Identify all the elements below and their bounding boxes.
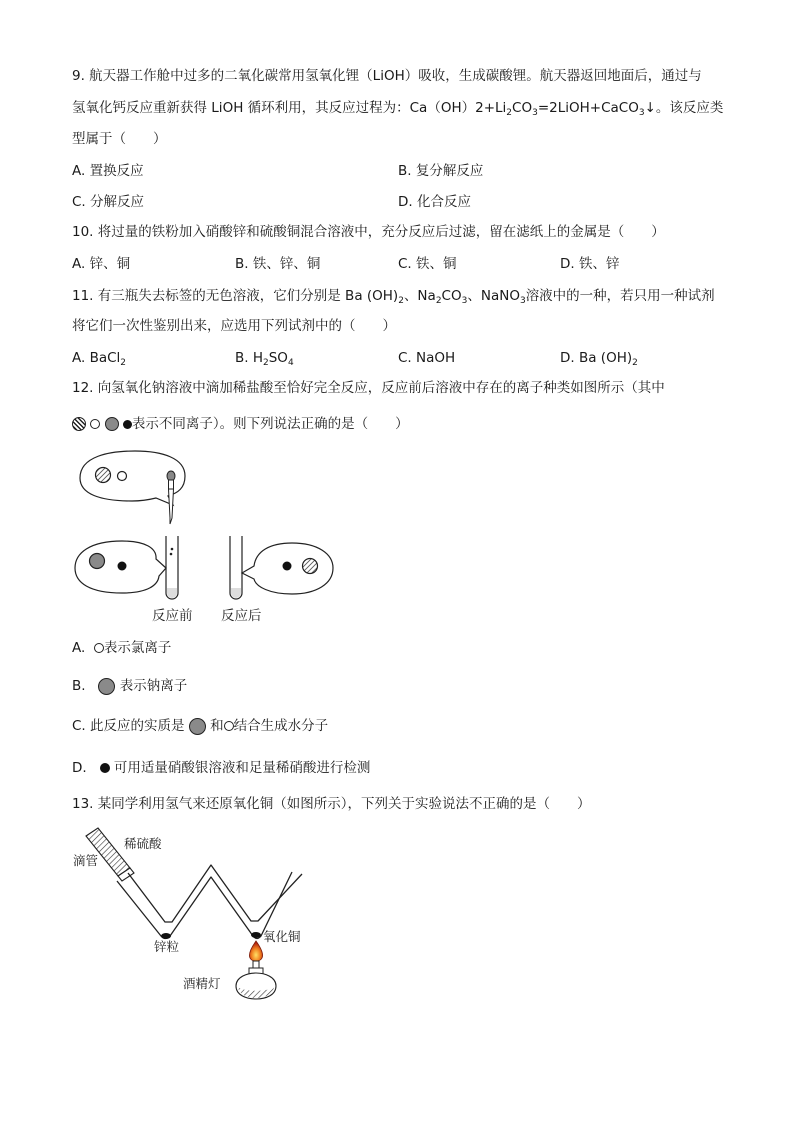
label-before-reaction: 反应前 <box>152 608 193 624</box>
black-ion-icon <box>123 420 132 429</box>
open-ion-icon <box>90 419 100 429</box>
q9-option-b: B. 复分解反应 <box>398 163 484 179</box>
q11-option-b: B. $H_2SO_4$ <box>235 350 294 368</box>
q10-stem: 10. 将过量的铁粉加入硝酸锌和硫酸铜混合溶液中，充分反应后过滤，留在滤纸上的金属是（ ） <box>72 224 665 240</box>
flame-icon <box>249 941 262 961</box>
q12-option-a: A. 表示氯离子 <box>72 640 172 656</box>
open-ion-icon <box>94 643 104 653</box>
q11-stem-line1: 11. 有三瓶失去标签的无色溶液，它们分别是 Ba $(OH)_2$、$Na_2CO_3$、NaNO$_3$溶液中的一种，若只用一种试剂 <box>72 288 715 306</box>
q9-stem-line2: 氢氧化钙反应重新获得 LiOH 循环利用，其反应过程为：$Ca(OH)2+Li_2CO_3=2LiOH+CaCO_3↓$。该反应类 <box>72 100 724 118</box>
q13-stem: 13. 某同学利用氢气来还原氧化铜（如图所示），下列关于实验说法不正确的是（ ） <box>72 796 591 812</box>
q11-option-a: A. BaCl$_2$ <box>72 350 127 368</box>
q12-option-d: D. 可用适量硝酸银溶液和足量稀硝酸进行检测 <box>72 760 371 776</box>
grey-ion-icon <box>98 678 115 695</box>
q9-option-c: C. 分解反应 <box>72 194 145 210</box>
q9-stem-line1: 9. 航天器工作舱中过多的二氧化碳常用氢氧化锂（LiOH）吸收，生成碳酸锂。航天器返回地面后，通过与 <box>72 68 702 84</box>
before-reaction-bubble <box>75 541 166 593</box>
test-tube-after <box>230 536 242 599</box>
q12-stem-line1: 12. 向氢氧化钠溶液中滴加稀盐酸至恰好完全反应，反应前后溶液中存在的离子种类如图所示（其中 <box>72 380 665 396</box>
label-copper-oxide: 氧化铜 <box>263 929 301 944</box>
q11-option-c: C. NaOH <box>398 350 456 366</box>
grey-ion-icon <box>105 417 119 431</box>
q12-stem-line2: 表示不同离子）。则下列说法正确的是（ ） <box>72 414 409 434</box>
q11-stem-line2: 将它们一次性鉴别出来，应选用下列试剂中的（ ） <box>72 318 396 334</box>
q11-option-d: D. Ba $(OH)_2$ <box>560 350 638 368</box>
q12-reaction-diagram <box>70 448 340 630</box>
copper-oxide-sample <box>251 932 261 938</box>
q9-option-d: D. 化合反应 <box>398 194 471 210</box>
open-ion-icon <box>224 721 234 731</box>
hatched-ion-icon <box>72 417 86 431</box>
label-alcohol-lamp: 酒精灯 <box>183 976 221 991</box>
label-zinc-granules: 锌粒 <box>154 939 180 954</box>
label-after-reaction: 反应后 <box>221 608 262 624</box>
q10-option-a: A. 锌、铜 <box>72 256 131 272</box>
q9-stem-line3: 型属于（ ） <box>72 131 167 147</box>
q12-option-b: B. 表示钠离子 <box>72 678 188 694</box>
q12-option-c: C. 此反应的实质是 和 结合生成水分子 <box>72 718 329 734</box>
q10-option-d: D. 铁、锌 <box>560 256 620 272</box>
q10-option-c: C. 铁、铜 <box>398 256 457 272</box>
after-reaction-bubble <box>242 543 333 594</box>
q10-option-b: B. 铁、锌、铜 <box>235 256 321 272</box>
q9-option-a: A. 置换反应 <box>72 163 144 179</box>
test-tube-before <box>166 536 178 599</box>
alcohol-lamp-icon <box>236 961 276 999</box>
black-ion-icon <box>100 763 110 773</box>
label-dilute-sulfuric-acid: 稀硫酸 <box>124 836 162 851</box>
label-dropper: 滴管 <box>73 853 99 868</box>
grey-ion-icon <box>189 718 206 735</box>
